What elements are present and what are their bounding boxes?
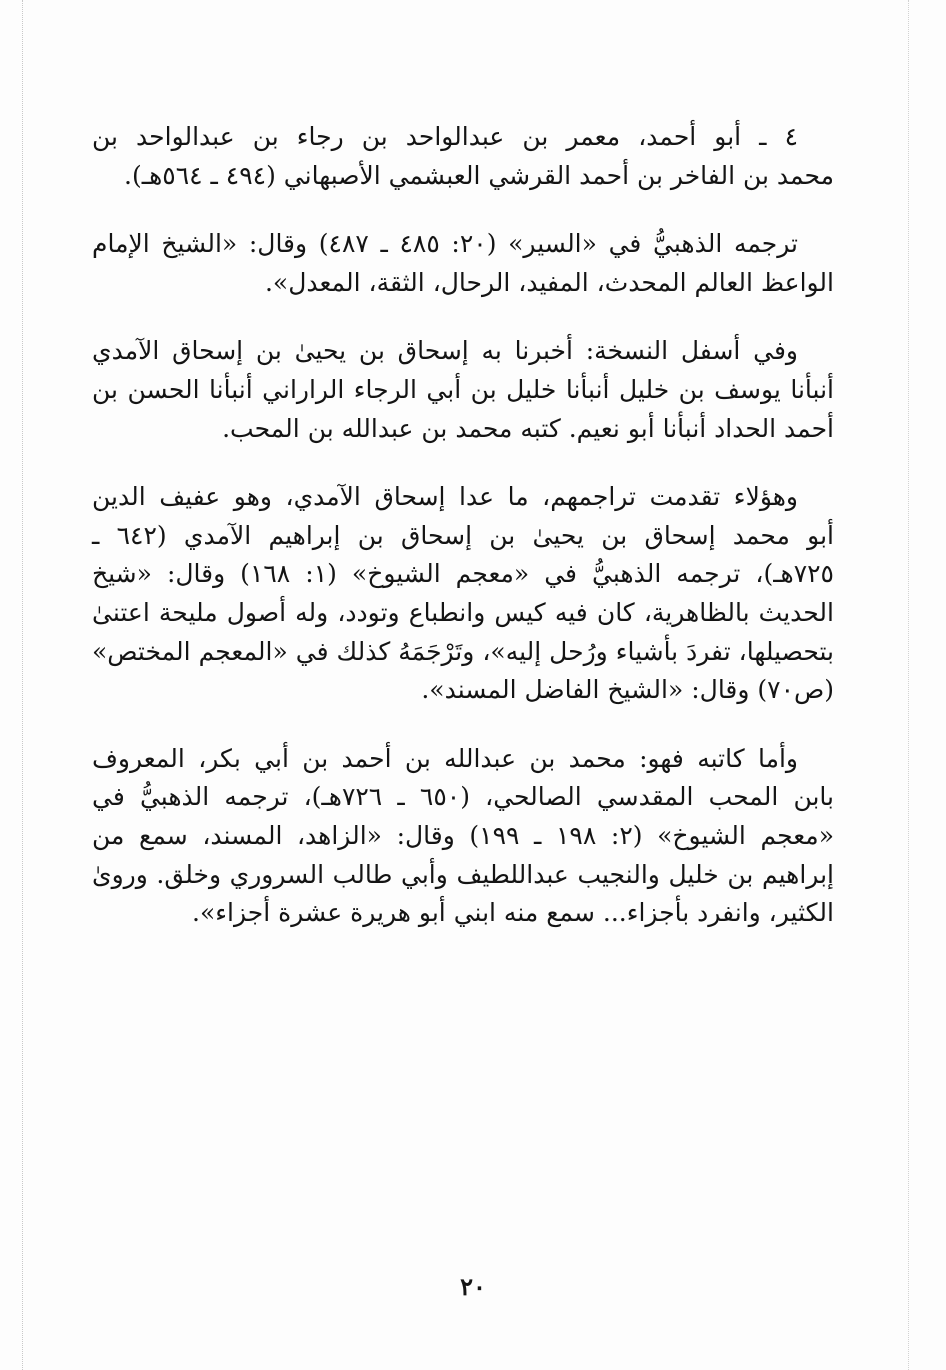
text-line: محمد بن الفاخر بن أحمد القرشي العبشمي الأصبهاني (٤٩٤ ـ ٥٦٤هـ). bbox=[124, 160, 834, 190]
text-line: الحديث بالظاهرية، كان فيه كيس وانطباع وتودد، وله أصول مليحة اعتنىٰ bbox=[92, 597, 834, 627]
text-line: أبو محمد إسحاق بن يحيىٰ بن إسحاق بن إبراهيم الآمدي (٦٤٢ ـ bbox=[92, 520, 834, 550]
paragraph-entry-4 bbox=[92, 118, 834, 195]
text-line: إبراهيم بن خليل والنجيب عبداللطيف وأبي طالب السروري وخلق. وروىٰ bbox=[92, 859, 834, 889]
paragraph-biography bbox=[92, 225, 834, 302]
scan-edge-left bbox=[22, 0, 23, 1370]
text-line: وفي أسفل النسخة: أخبرنا به إسحاق بن يحيىٰ بن إسحاق الآمدي bbox=[92, 336, 798, 366]
scan-edge-right bbox=[908, 0, 909, 1370]
text-line: ترجمه الذهبيُّ في «السير» (٢٠: ٤٨٥ ـ ٤٨٧) وقال: «الشيخ الإمام bbox=[92, 229, 799, 259]
text-line: الكثير، وانفرد بأجزاء... سمع منه ابني أبو هريرة عشرة أجزاء». bbox=[192, 898, 834, 928]
text-line: بابن المحب المقدسي الصالحي، (٦٥٠ ـ ٧٢٦هـ)، ترجمه الذهبيُّ في bbox=[92, 782, 835, 812]
page-number: ٢٠ bbox=[460, 1272, 486, 1301]
paragraph-manuscript-note bbox=[92, 332, 834, 448]
text-line: بتحصيلها، تفردَ بأشياء ورُحل إليه»، وتَرْجَمَهُ كذلك في «المعجم المختص» bbox=[92, 636, 834, 666]
text-line: وهؤلاء تقدمت تراجمهم، ما عدا إسحاق الآمدي، وهو عفيف الدين bbox=[92, 482, 798, 512]
text-line: ٧٢٥هـ)، ترجمه الذهبيُّ في «معجم الشيوخ» (١: ١٦٨) وقال: «شيخ bbox=[92, 559, 834, 589]
text-line: أنبأنا يوسف بن خليل أنبأنا خليل بن أبي الرجاء الراراني أنبأنا الحسن بن bbox=[92, 374, 834, 404]
text-line: (ص٧٠) وقال: «الشيخ الفاضل المسند». bbox=[421, 675, 834, 705]
text-line: الواعظ العالم المحدث، المفيد، الرحال، الثقة، المعدل». bbox=[264, 267, 834, 297]
page-body bbox=[92, 118, 834, 963]
text-line: «معجم الشيوخ» (٢: ١٩٨ ـ ١٩٩) وقال: «الزاهد، المسند، سمع من bbox=[92, 820, 834, 850]
text-line: أحمد الحداد أنبأنا أبو نعيم. كتبه محمد بن عبدالله بن المحب. bbox=[222, 413, 834, 443]
text-line: وأما كاتبه فهو: محمد بن عبدالله بن أحمد بن أبي بكر، المعروف bbox=[92, 743, 798, 773]
paragraph-scribe bbox=[92, 740, 834, 933]
paragraph-narrators bbox=[92, 478, 834, 710]
text-line: ٤ ـ أبو أحمد، معمر بن عبدالواحد بن رجاء بن عبدالواحد بن bbox=[92, 122, 798, 151]
